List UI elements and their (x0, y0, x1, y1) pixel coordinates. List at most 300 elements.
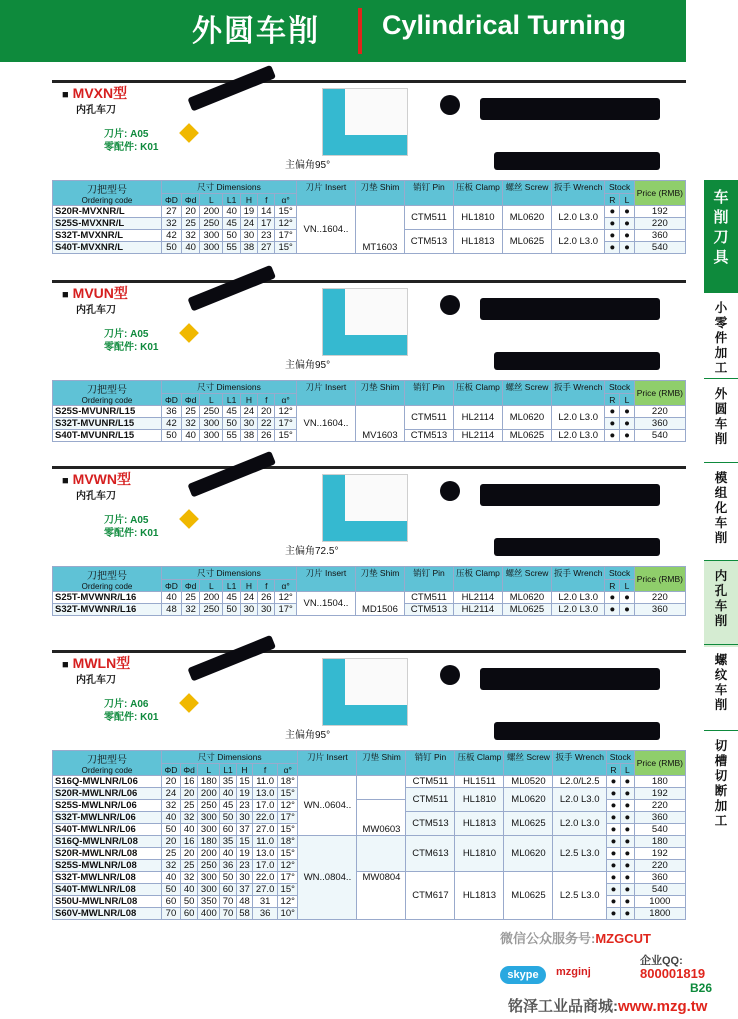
row-dim-2: 32 (180, 812, 197, 824)
skype-icon: skype (500, 966, 546, 984)
cutting-diagram (322, 88, 408, 156)
row-dim-1: 32 (162, 860, 181, 872)
row-dim-3: 250 (200, 406, 223, 418)
row-pin: CTM613 (406, 836, 455, 872)
row-dim-6: 20 (258, 406, 275, 418)
bullet-square-icon: ■ (62, 659, 69, 671)
col-sub-3: L1 (223, 394, 240, 406)
row-pin: CTM511 (404, 206, 453, 230)
row-dim-6: 26 (258, 592, 275, 604)
col-clamp: 压板 Clamp (453, 567, 502, 592)
row-dim-6: 27.0 (253, 884, 278, 896)
row-dim-5: 38 (240, 430, 257, 442)
row-dim-4: 55 (223, 430, 240, 442)
spec-table (52, 566, 686, 616)
row-dim-7: 17° (275, 418, 297, 430)
row-screw: ML0620 (502, 406, 551, 430)
row-stock-l: ● (620, 242, 634, 254)
insert-tip-icon (179, 693, 199, 713)
section-divider (52, 80, 686, 83)
col-shim: 刀垫 Shim (355, 181, 404, 206)
row-dim-3: 180 (198, 836, 220, 848)
col-sub-4: H (240, 194, 257, 206)
section-subtitle: 内孔车刀 (76, 675, 116, 686)
row-wrench: L2.0 L3.0 (551, 592, 605, 604)
row-dim-3: 300 (200, 430, 223, 442)
table-row (53, 592, 686, 604)
row-dim-2: 25 (181, 406, 199, 418)
row-price: 192 (634, 788, 685, 800)
row-clamp: HL1813 (455, 872, 504, 920)
row-dim-3: 200 (200, 206, 223, 218)
col-screw: 螺丝 Screw (502, 381, 551, 406)
row-clamp: HL2114 (453, 430, 502, 442)
shop-url[interactable]: www.mzg.tw (618, 998, 708, 1015)
bullet-square-icon: ■ (62, 89, 69, 101)
row-stock-r: ● (606, 872, 620, 884)
row-dim-1: 24 (162, 788, 181, 800)
col-sub-2: L (200, 580, 223, 592)
row-dim-7: 12° (275, 218, 297, 230)
row-stock-l: ● (621, 872, 635, 884)
row-dim-4: 40 (220, 788, 236, 800)
cutting-diagram (322, 474, 408, 542)
row-dim-5: 23 (236, 800, 252, 812)
col-pin: 销钉 Pin (404, 381, 453, 406)
row-dim-7: 18° (278, 776, 298, 788)
col-stock-r: R (605, 580, 620, 592)
col-sub-1: Φd (181, 580, 199, 592)
page-title-en: Cylindrical Turning (382, 10, 627, 40)
row-dim-6: 22.0 (253, 812, 278, 824)
row-dim-4: 45 (220, 800, 236, 812)
col-stock-r: R (606, 764, 620, 776)
sidebar-item-3[interactable]: 模 组 化 车 削 (704, 462, 738, 563)
sidebar-item-6[interactable]: 切 槽 切 断 加 工 (704, 730, 738, 839)
dimension-drawing-side (494, 352, 660, 370)
row-dim-7: 12° (278, 860, 298, 872)
row-code: S50U-MWLNR/L08 (53, 896, 162, 908)
row-dim-1: 50 (162, 430, 182, 442)
row-screw: ML0620 (502, 206, 551, 230)
row-code: S40T-MVUNR/L15 (53, 430, 162, 442)
sidebar-item-active[interactable] (704, 180, 738, 293)
row-code: S32T-MVWNR/L16 (53, 604, 162, 616)
row-wrench: L2.0/L2.5 (553, 776, 607, 788)
row-price: 540 (634, 884, 685, 896)
col-sub-6: α° (275, 194, 297, 206)
row-dim-7: 17° (275, 230, 297, 242)
row-dim-7: 15° (278, 788, 298, 800)
spec-table (52, 750, 686, 920)
section-divider (52, 280, 686, 283)
row-clamp: HL1813 (455, 812, 504, 836)
row-wrench: L2.0 L3.0 (551, 406, 605, 430)
row-clamp: HL1511 (455, 776, 504, 788)
table-row (53, 406, 686, 418)
row-stock-r: ● (605, 206, 620, 218)
row-dim-2: 16 (180, 836, 197, 848)
row-dim-6: 31 (253, 896, 278, 908)
row-price: 180 (634, 836, 685, 848)
col-sub-3: L1 (223, 194, 240, 206)
row-price: 360 (634, 604, 685, 616)
row-wrench: L2.5 L3.0 (553, 872, 607, 920)
row-stock-l: ● (620, 604, 634, 616)
row-dim-5: 19 (240, 206, 257, 218)
row-price: 220 (634, 860, 685, 872)
col-pin: 销钉 Pin (406, 751, 455, 776)
row-dim-7: 10° (278, 908, 298, 920)
row-dim-7: 12° (275, 592, 297, 604)
row-shim: MW0603 (357, 800, 406, 836)
row-wrench: L2.0 L3.0 (551, 430, 605, 442)
col-stock-r: R (605, 394, 620, 406)
qq-number: 800001819 (640, 966, 706, 981)
row-stock-r: ● (606, 776, 620, 788)
row-dim-2: 20 (180, 788, 197, 800)
row-dim-2: 20 (181, 206, 199, 218)
row-code: S40T-MWLNR/L06 (53, 824, 162, 836)
row-stock-r: ● (606, 884, 620, 896)
col-clamp: 压板 Clamp (453, 381, 502, 406)
col-wrench: 扳手 Wrench (551, 381, 605, 406)
row-dim-7: 12° (278, 896, 298, 908)
workpiece-base (323, 335, 407, 355)
section-subtitle: 内孔车刀 (76, 305, 116, 316)
row-stock-r: ● (605, 604, 620, 616)
section-title-text: MVUN型 (72, 285, 128, 301)
shop-label (508, 995, 707, 1016)
row-dim-4: 35 (220, 776, 236, 788)
col-sub-6: α° (278, 764, 298, 776)
col-screw: 螺丝 Screw (502, 181, 551, 206)
row-insert: VN..1604.. (296, 206, 355, 254)
row-dim-6: 36 (253, 908, 278, 920)
table-row (53, 836, 686, 848)
row-dim-2: 25 (181, 592, 199, 604)
col-stock: Stock (605, 181, 634, 194)
workpiece-base (323, 521, 407, 541)
col-sub-5: f (258, 580, 275, 592)
sidebar-item-5[interactable]: 螺 纹 车 削 (704, 644, 738, 733)
row-dim-2: 25 (180, 800, 197, 812)
table-row (53, 206, 686, 218)
row-wrench: L2.0 L3.0 (553, 812, 607, 836)
row-dim-2: 40 (180, 824, 197, 836)
section-title (62, 469, 131, 489)
row-stock-r: ● (605, 242, 620, 254)
row-dim-7: 15° (278, 824, 298, 836)
row-code: S20R-MVXNR/L (53, 206, 162, 218)
bullet-square-icon: ■ (62, 289, 69, 301)
page-title-zh: 外圆车削 (192, 15, 320, 48)
row-dim-6: 11.0 (253, 776, 278, 788)
insert-tip-icon (179, 323, 199, 343)
row-pin: CTM513 (404, 430, 453, 442)
insert-ref: 刀片: A05 (104, 129, 149, 140)
insert-tip-icon (179, 509, 199, 529)
row-dim-1: 40 (162, 812, 181, 824)
row-dim-3: 300 (200, 230, 223, 242)
row-shim-blank (357, 776, 406, 800)
row-dim-4: 35 (220, 836, 236, 848)
row-price: 540 (634, 242, 685, 254)
row-dim-1: 70 (162, 908, 181, 920)
row-dim-6: 27.0 (253, 824, 278, 836)
row-dim-1: 50 (162, 884, 181, 896)
row-code: S20R-MWLNR/L06 (53, 788, 162, 800)
col-stock-l: L (620, 394, 634, 406)
row-stock-l: ● (621, 824, 635, 836)
row-dim-1: 42 (162, 230, 182, 242)
row-code: S25T-MVWNR/L16 (53, 592, 162, 604)
row-stock-l: ● (621, 836, 635, 848)
row-dim-6: 17.0 (253, 800, 278, 812)
title-divider (358, 8, 362, 54)
row-dim-3: 180 (198, 776, 220, 788)
row-dim-6: 13.0 (253, 848, 278, 860)
col-shim: 刀垫 Shim (357, 751, 406, 776)
row-dim-6: 22.0 (253, 872, 278, 884)
col-stock-r: R (605, 194, 620, 206)
col-sub-3: L1 (223, 580, 240, 592)
row-stock-l: ● (620, 592, 634, 604)
row-stock-l: ● (620, 218, 634, 230)
row-stock-r: ● (606, 788, 620, 800)
row-dim-5: 23 (236, 860, 252, 872)
row-shim: MW0804 (357, 872, 406, 920)
row-dim-5: 38 (240, 242, 257, 254)
col-insert: 刀片 Insert (296, 567, 355, 592)
section-title (62, 83, 127, 103)
col-code-zh: 刀把型号 (87, 755, 127, 766)
section-subtitle: 内孔车刀 (76, 491, 116, 502)
row-price: 360 (634, 812, 685, 824)
col-sub-6: α° (275, 394, 297, 406)
parts-ref: 零配件: K01 (104, 142, 159, 153)
insert-ref: 刀片: A05 (104, 329, 149, 340)
row-screw: ML0620 (504, 788, 553, 812)
spec-table (52, 380, 686, 442)
row-price: 540 (634, 430, 685, 442)
row-dim-1: 27 (162, 206, 182, 218)
row-stock-r: ● (606, 908, 620, 920)
row-code: S25S-MWLNR/L08 (53, 860, 162, 872)
col-wrench: 扳手 Wrench (551, 181, 605, 206)
row-code: S32T-MWLNR/L06 (53, 812, 162, 824)
sidebar-active-label: 车 削 刀 具 (713, 189, 729, 266)
col-screw: 螺丝 Screw (502, 567, 551, 592)
sidebar-item-2[interactable]: 外 圆 车 削 (704, 378, 738, 465)
col-clamp: 压板 Clamp (455, 751, 504, 776)
col-sub-2: L (200, 194, 223, 206)
row-pin: CTM511 (406, 788, 455, 812)
row-screw: ML0625 (502, 230, 551, 254)
col-sub-3: L1 (220, 764, 236, 776)
row-dim-1: 50 (162, 824, 181, 836)
col-code-en: Ordering code (81, 766, 133, 775)
col-screw: 螺丝 Screw (504, 751, 553, 776)
col-dimensions: 尺寸 Dimensions (162, 751, 298, 764)
row-dim-2: 25 (181, 218, 199, 230)
dimension-drawing-side (494, 538, 660, 556)
row-stock-l: ● (620, 206, 634, 218)
col-sub-5: f (253, 764, 278, 776)
qq-label: 企业QQ: (640, 955, 683, 967)
row-dim-5: 15 (236, 776, 252, 788)
row-dim-4: 45 (223, 218, 240, 230)
row-clamp: HL1810 (455, 836, 504, 872)
col-stock: Stock (605, 381, 634, 394)
row-dim-5: 15 (236, 836, 252, 848)
row-wrench: L2.0 L3.0 (553, 788, 607, 812)
row-dim-6: 26 (258, 430, 275, 442)
row-screw: ML0625 (502, 604, 551, 616)
row-screw: ML0625 (504, 812, 553, 836)
col-price: Price (RMB) (634, 381, 685, 406)
row-dim-4: 55 (223, 242, 240, 254)
row-dim-4: 40 (223, 206, 240, 218)
row-dim-1: 32 (162, 218, 182, 230)
row-clamp: HL1810 (455, 788, 504, 812)
tool-holder-image (187, 65, 276, 112)
row-dim-4: 60 (220, 884, 236, 896)
tool-holder-image (187, 265, 276, 312)
col-sub-4: H (240, 394, 257, 406)
row-dim-3: 200 (200, 592, 223, 604)
row-dim-7: 17° (275, 604, 297, 616)
row-dim-1: 20 (162, 836, 181, 848)
sidebar-item-1[interactable]: 小 零 件 加 工 (704, 292, 738, 381)
col-sub-1: Φd (181, 394, 199, 406)
insert-tip-icon (179, 123, 199, 143)
insert-ref: 刀片: A05 (104, 515, 149, 526)
row-dim-4: 70 (220, 896, 236, 908)
row-dim-6: 23 (258, 230, 275, 242)
row-code: S20R-MWLNR/L08 (53, 848, 162, 860)
row-dim-4: 45 (223, 592, 240, 604)
col-stock: Stock (605, 567, 634, 580)
row-screw: ML0620 (504, 836, 553, 872)
col-dimensions: 尺寸 Dimensions (162, 181, 297, 194)
tool-holder-image (187, 451, 276, 498)
page-number: B26 (690, 981, 713, 995)
row-dim-5: 30 (240, 230, 257, 242)
row-dim-3: 300 (198, 872, 220, 884)
row-clamp: HL2114 (453, 604, 502, 616)
col-price: Price (RMB) (634, 181, 685, 206)
wechat-id: MZGCUT (595, 931, 651, 946)
row-price: 360 (634, 418, 685, 430)
row-dim-5: 24 (240, 406, 257, 418)
col-sub-4: H (240, 580, 257, 592)
row-dim-3: 300 (198, 824, 220, 836)
row-price: 220 (634, 592, 685, 604)
row-insert: VN..1604.. (296, 406, 355, 442)
parts-ref: 零配件: K01 (104, 342, 159, 353)
row-stock-r: ● (606, 800, 620, 812)
tool-end-view (440, 665, 460, 685)
col-pin: 销钉 Pin (404, 181, 453, 206)
col-code-en: Ordering code (81, 396, 133, 405)
row-dim-3: 200 (198, 848, 220, 860)
workpiece-base (323, 705, 407, 725)
row-wrench: L2.5 L3.0 (553, 836, 607, 872)
row-dim-1: 40 (162, 872, 181, 884)
shop-prefix: 铭泽工业品商城: (508, 998, 618, 1015)
skype-id: mzginj (556, 966, 591, 978)
row-dim-7: 17° (278, 812, 298, 824)
row-pin: CTM513 (404, 230, 453, 254)
col-stock-l: L (620, 194, 634, 206)
row-dim-5: 19 (236, 848, 252, 860)
dimension-drawing-top (480, 98, 660, 120)
col-insert: 刀片 Insert (296, 181, 355, 206)
row-stock-r: ● (606, 896, 620, 908)
row-stock-r: ● (606, 848, 620, 860)
row-dim-7: 15° (278, 884, 298, 896)
row-stock-l: ● (621, 860, 635, 872)
approach-angle: 主偏角95° (285, 730, 331, 741)
row-dim-1: 36 (162, 406, 182, 418)
row-stock-l: ● (621, 908, 635, 920)
row-price: 220 (634, 406, 685, 418)
row-clamp: HL2114 (453, 406, 502, 430)
row-dim-5: 48 (236, 896, 252, 908)
row-clamp: HL1813 (453, 230, 502, 254)
row-shim: MV1603 (355, 406, 404, 442)
row-insert: VN..1504.. (296, 592, 355, 616)
tool-end-view (440, 95, 460, 115)
row-dim-4: 60 (220, 824, 236, 836)
row-stock-l: ● (621, 776, 635, 788)
row-dim-6: 13.0 (253, 788, 278, 800)
row-dim-1: 32 (162, 800, 181, 812)
dimension-drawing-top (480, 298, 660, 320)
sidebar-item-4[interactable]: 内 孔 车 削 (704, 560, 738, 647)
row-dim-1: 40 (162, 592, 182, 604)
row-stock-l: ● (620, 430, 634, 442)
row-dim-2: 32 (181, 230, 199, 242)
row-price: 1800 (634, 908, 685, 920)
row-code: S32T-MWLNR/L08 (53, 872, 162, 884)
row-dim-7: 12° (278, 800, 298, 812)
row-stock-r: ● (606, 812, 620, 824)
row-pin: CTM513 (404, 604, 453, 616)
section-title (62, 653, 130, 673)
row-dim-2: 25 (180, 860, 197, 872)
row-dim-5: 37 (236, 884, 252, 896)
row-stock-l: ● (621, 788, 635, 800)
row-stock-r: ● (606, 824, 620, 836)
spec-table (52, 180, 686, 254)
col-stock: Stock (606, 751, 634, 764)
row-price: 180 (634, 776, 685, 788)
col-sub-4: H (236, 764, 252, 776)
row-stock-l: ● (621, 896, 635, 908)
row-dim-6: 30 (258, 604, 275, 616)
row-dim-7: 15° (275, 242, 297, 254)
row-dim-5: 30 (240, 604, 257, 616)
col-sub-1: Φd (181, 194, 199, 206)
col-stock-l: L (620, 580, 634, 592)
parts-ref: 零配件: K01 (104, 528, 159, 539)
row-dim-4: 50 (223, 604, 240, 616)
row-dim-1: 20 (162, 776, 181, 788)
row-price: 220 (634, 218, 685, 230)
row-code: S25S-MVXNR/L (53, 218, 162, 230)
